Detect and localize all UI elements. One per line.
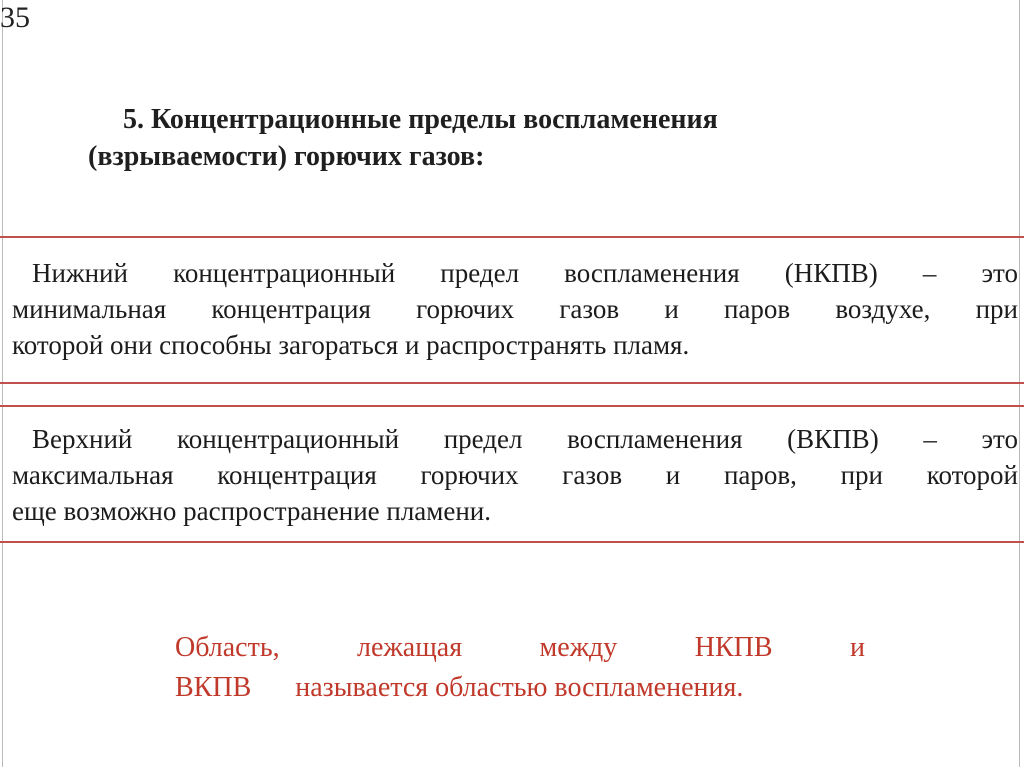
note-line-2-text: называется областью воспламенения. — [295, 672, 744, 703]
heading-line-1: 5. Концентрационные пределы воспламенения — [123, 104, 718, 135]
divider-rule — [0, 236, 1024, 238]
nkpv-line-1: Нижний концентрационный предел воспламенения (НКПВ) – это — [32, 258, 1018, 288]
ignition-region-note — [175, 628, 865, 708]
note-line-2 — [175, 668, 865, 708]
divider-rule — [0, 405, 1024, 407]
slide-number: 35 — [0, 1, 30, 34]
vkpv-line-1: Верхний концентрационный предел воспламенения (ВКПВ) – это — [32, 424, 1018, 454]
vkpv-line-2: максимальная концентрация горючих газов и паров, при которой — [12, 460, 1018, 490]
note-line-1: Область, лежащая между НКПВ и — [175, 632, 865, 663]
divider-rule — [0, 382, 1024, 384]
slide-heading — [88, 101, 888, 175]
nkpv-definition — [12, 255, 1018, 363]
note-line-2-abbr: ВКПВ — [175, 672, 252, 703]
heading-line-2: (взрываемости) горючих газов: — [88, 141, 485, 172]
divider-rule — [0, 541, 1024, 543]
nkpv-line-2: минимальная концентрация горючих газов и паров воздухе, при — [12, 294, 1018, 324]
vkpv-definition — [12, 421, 1018, 529]
nkpv-line-3: которой они способны загораться и распространять пламя. — [12, 330, 690, 360]
vkpv-line-3: еще возможно распространение пламени. — [12, 496, 491, 526]
